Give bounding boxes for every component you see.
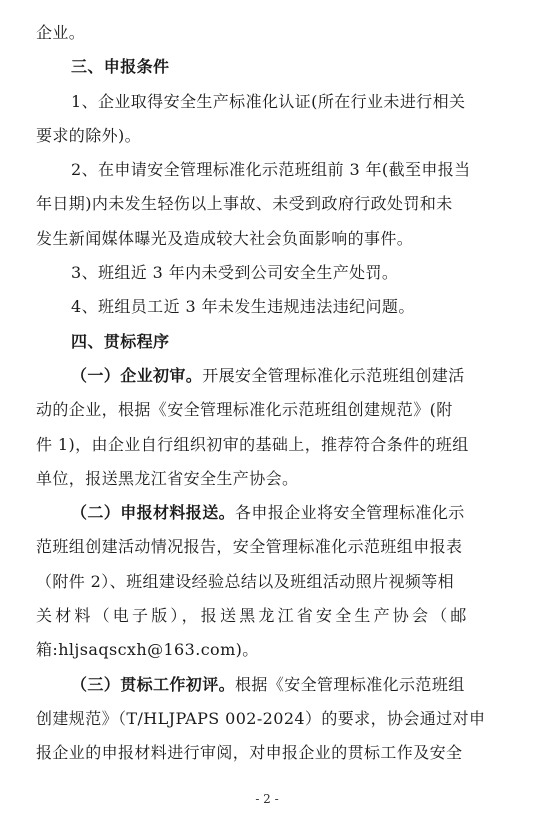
text-span: 开展安全管理标准化示范班组创建活	[202, 365, 465, 385]
text-line: 箱:hljsaqscxh@163.com)。	[36, 640, 259, 660]
subsection-title: （三）贯标工作初评。	[71, 674, 236, 694]
text-line: 报企业的申报材料进行审阅，对申报企业的贯标工作及安全	[36, 743, 463, 763]
text-span: 根据《安全管理标准化示范班组	[235, 674, 465, 694]
text-line: 发生新闻媒体曝光及造成较大社会负面影响的事件。	[36, 228, 414, 248]
text-span: 各申报企业将安全管理标准化示	[235, 503, 465, 523]
text-line: （附件 2）、班组建设经验总结以及班组活动照片视频等相	[36, 571, 455, 591]
text-line: 3、班组近 3 年内未受到公司安全生产处罚。	[71, 263, 399, 283]
text-line: 动的企业，根据《安全管理标准化示范班组创建规范》(附	[36, 400, 453, 420]
text-line: 单位，报送黑龙江省安全生产协会。	[36, 468, 299, 488]
document-body	[36, 16, 496, 771]
section-heading: 四、贯标程序	[71, 331, 170, 351]
section-heading: 三、申报条件	[71, 57, 170, 77]
text-line	[36, 359, 496, 393]
text-line: 范班组创建活动情况报告，安全管理标准化示范班组申报表	[36, 537, 463, 557]
subsection-title: （二）申报材料报送。	[71, 503, 236, 523]
text-line: 1、企业取得安全生产标准化认证(所在行业未进行相关	[71, 91, 466, 111]
text-line: 创建规范》（T/HLJPAPS 002-2024）的要求，协会通过对申	[36, 708, 486, 728]
text-line: 要求的除外)。	[36, 125, 142, 145]
text-line	[36, 496, 496, 530]
text-line: 2、在申请安全管理标准化示范班组前 3 年(截至申报当	[71, 160, 471, 180]
page-number: - 2 -	[255, 792, 279, 806]
text-line	[36, 668, 496, 702]
text-line: 年日期)内未发生轻伤以上事故、未受到政府行政处罚和未	[36, 194, 453, 214]
subsection-title: （一）企业初审。	[71, 365, 203, 385]
text-line: 件 1)，由企业自行组织初审的基础上，推荐符合条件的班组	[36, 434, 469, 454]
text-line: 关材料（电子版），报送黑龙江省安全生产协会（邮	[36, 606, 470, 626]
text-line: 企业。	[36, 23, 86, 42]
text-line: 4、班组员工近 3 年未发生违规违法违纪问题。	[71, 297, 415, 317]
